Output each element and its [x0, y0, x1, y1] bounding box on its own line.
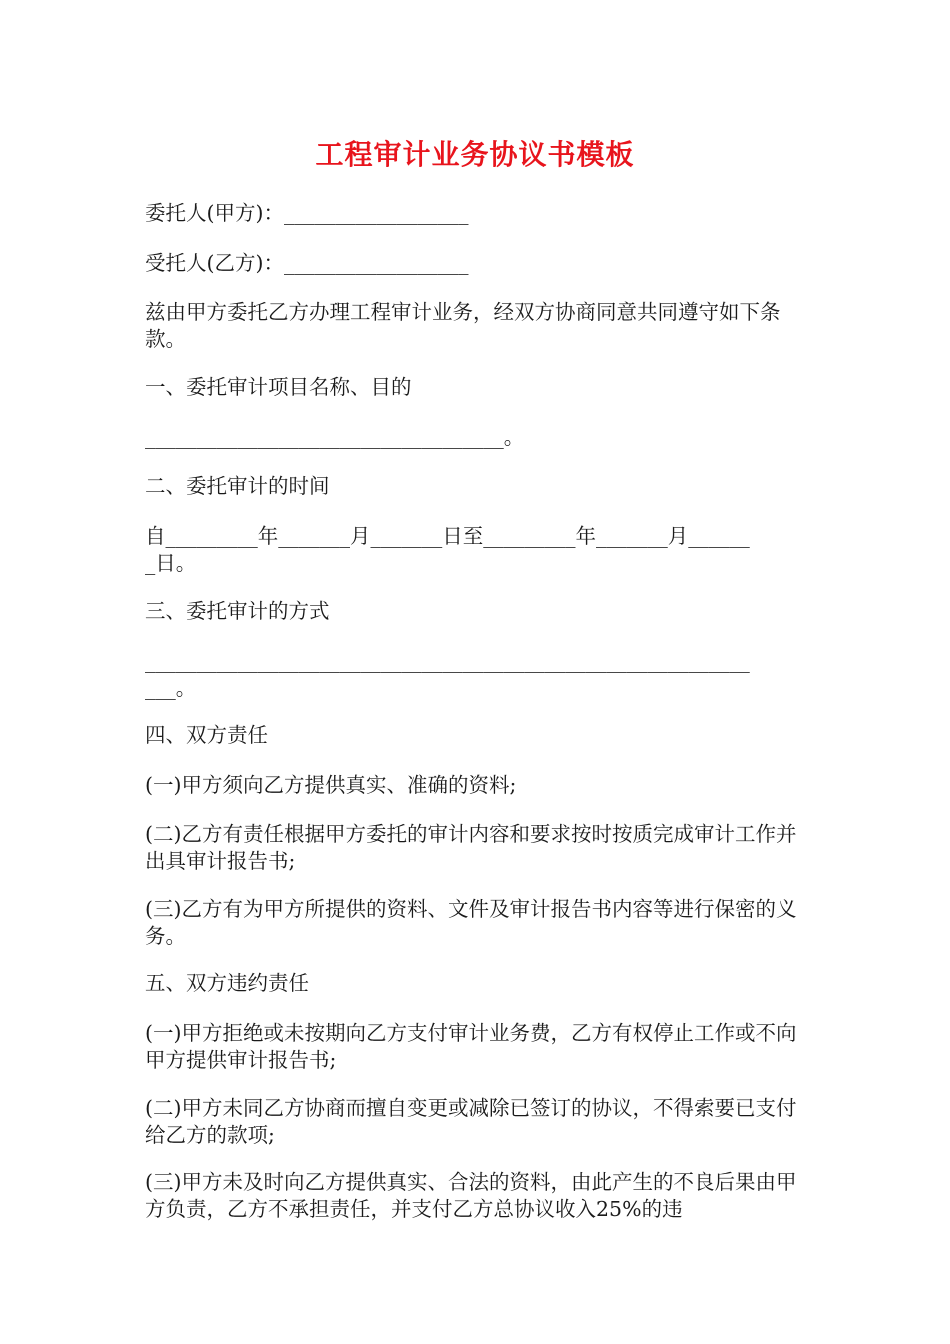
audit-method-blank: ___________________________________________________________ ___。	[145, 649, 750, 700]
responsibility-item-1: (一)甲方须向乙方提供真实、准确的资料;	[145, 773, 517, 797]
party-a-line: 委托人(甲方)：__________________	[145, 201, 469, 225]
party-b-line: 受托人(乙方)：__________________	[145, 251, 469, 275]
breach-item-3: (三)甲方未及时向乙方提供真实、合法的资料，由此产生的不良后果由甲方负责，乙方不承担责任，并支付乙方总协议收入25%的违	[145, 1170, 797, 1221]
intro-paragraph: 兹由甲方委托乙方办理工程审计业务，经双方协商同意共同遵守如下条款。	[145, 300, 781, 351]
breach-item-1: (一)甲方拒绝或未按期向乙方支付审计业务费，乙方有权停止工作或不向甲方提供审计报告书;	[145, 1021, 797, 1072]
responsibility-item-2: (二)乙方有责任根据甲方委托的审计内容和要求按时按质完成审计工作并出具审计报告书;	[145, 822, 797, 873]
breach-item-2: (二)甲方未同乙方协商而擅自变更或减除已签订的协议，不得索要已支付给乙方的款项;	[145, 1096, 797, 1147]
responsibility-item-3: (三)乙方有为甲方所提供的资料、文件及审计报告书内容等进行保密的义务。	[145, 897, 797, 948]
document-title: 工程审计业务协议书模板	[315, 138, 635, 171]
section-heading-5: 五、双方违约责任	[145, 971, 309, 995]
section-heading-4: 四、双方责任	[145, 723, 268, 747]
section-heading-2: 二、委托审计的时间	[145, 474, 330, 498]
section-heading-1: 一、委托审计项目名称、目的	[145, 375, 412, 399]
section-heading-3: 三、委托审计的方式	[145, 599, 330, 623]
project-name-blank: ___________________________________。	[145, 425, 525, 449]
audit-period-line: 自_________年_______月_______日至_________年_______月______ _日。	[145, 524, 750, 575]
